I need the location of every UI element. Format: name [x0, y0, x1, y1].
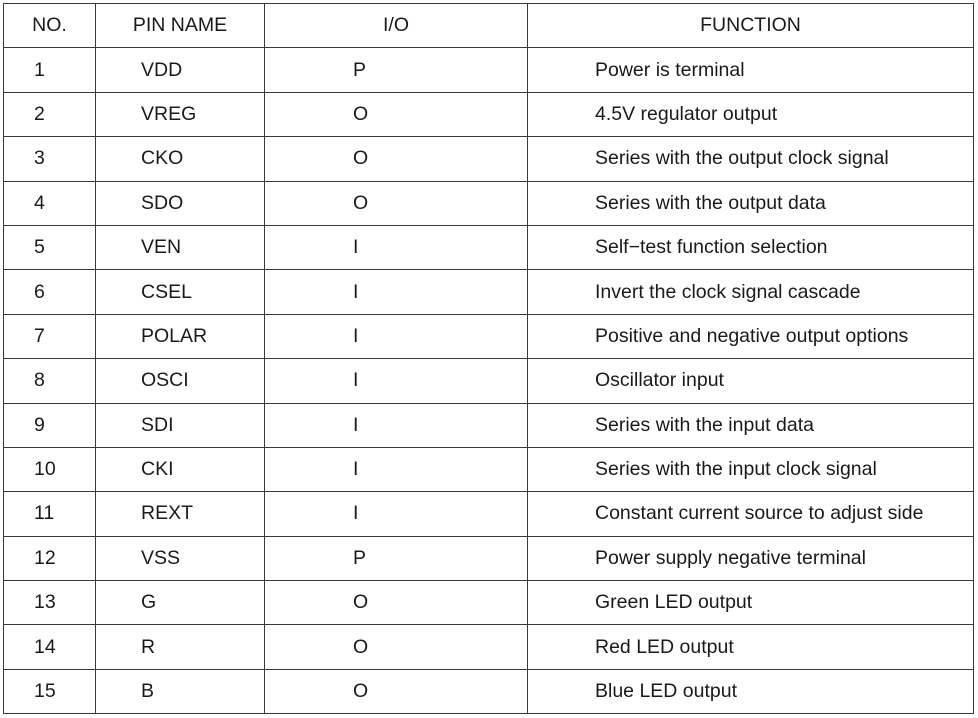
cell-io: O: [265, 625, 528, 669]
table-row: [4, 447, 974, 491]
cell-no: 12: [4, 536, 96, 580]
table-row: [4, 225, 974, 269]
pin-function-table: [3, 3, 974, 714]
cell-pin-name: VEN: [96, 225, 265, 269]
table-row: [4, 48, 974, 92]
cell-io: I: [265, 314, 528, 358]
cell-no: 2: [4, 92, 96, 136]
cell-pin-name: CKI: [96, 447, 265, 491]
cell-io: O: [265, 669, 528, 713]
cell-io: O: [265, 137, 528, 181]
cell-function: Green LED output: [528, 581, 974, 625]
cell-no: 6: [4, 270, 96, 314]
cell-function: Series with the input data: [528, 403, 974, 447]
cell-no: 9: [4, 403, 96, 447]
table-header-row: [4, 4, 974, 48]
table-row: [4, 536, 974, 580]
header-function: FUNCTION: [528, 4, 974, 48]
cell-no: 10: [4, 447, 96, 491]
cell-function: Positive and negative output options: [528, 314, 974, 358]
cell-function: Invert the clock signal cascade: [528, 270, 974, 314]
cell-io: P: [265, 536, 528, 580]
cell-pin-name: B: [96, 669, 265, 713]
cell-pin-name: POLAR: [96, 314, 265, 358]
table-row: [4, 314, 974, 358]
cell-function: Oscillator input: [528, 359, 974, 403]
table-row: [4, 92, 974, 136]
cell-pin-name: SDO: [96, 181, 265, 225]
table-row: [4, 137, 974, 181]
cell-io: O: [265, 92, 528, 136]
table-row: [4, 270, 974, 314]
cell-function: Red LED output: [528, 625, 974, 669]
cell-io: P: [265, 48, 528, 92]
cell-function: Series with the input clock signal: [528, 447, 974, 491]
cell-pin-name: CSEL: [96, 270, 265, 314]
cell-io: I: [265, 447, 528, 491]
cell-pin-name: VDD: [96, 48, 265, 92]
cell-no: 14: [4, 625, 96, 669]
cell-function: Power is terminal: [528, 48, 974, 92]
table-row: [4, 403, 974, 447]
table-row: [4, 581, 974, 625]
cell-io: I: [265, 359, 528, 403]
cell-no: 8: [4, 359, 96, 403]
cell-pin-name: VREG: [96, 92, 265, 136]
cell-no: 13: [4, 581, 96, 625]
cell-no: 5: [4, 225, 96, 269]
header-no: NO.: [4, 4, 96, 48]
table-row: [4, 669, 974, 713]
cell-io: O: [265, 181, 528, 225]
cell-function: Series with the output clock signal: [528, 137, 974, 181]
cell-pin-name: REXT: [96, 492, 265, 536]
cell-pin-name: OSCI: [96, 359, 265, 403]
pin-function-table-container: [3, 3, 973, 714]
cell-io: I: [265, 225, 528, 269]
cell-function: Power supply negative terminal: [528, 536, 974, 580]
cell-no: 1: [4, 48, 96, 92]
table-row: [4, 625, 974, 669]
cell-no: 15: [4, 669, 96, 713]
cell-io: O: [265, 581, 528, 625]
cell-pin-name: G: [96, 581, 265, 625]
cell-no: 3: [4, 137, 96, 181]
cell-io: I: [265, 270, 528, 314]
table-row: [4, 181, 974, 225]
header-io: I/O: [265, 4, 528, 48]
table-row: [4, 492, 974, 536]
cell-pin-name: VSS: [96, 536, 265, 580]
cell-io: I: [265, 492, 528, 536]
cell-no: 4: [4, 181, 96, 225]
cell-no: 11: [4, 492, 96, 536]
cell-function: Series with the output data: [528, 181, 974, 225]
cell-pin-name: SDI: [96, 403, 265, 447]
cell-function: Blue LED output: [528, 669, 974, 713]
table-body: [4, 48, 974, 714]
cell-function: Constant current source to adjust side: [528, 492, 974, 536]
cell-function: Self−test function selection: [528, 225, 974, 269]
table-row: [4, 359, 974, 403]
cell-io: I: [265, 403, 528, 447]
cell-pin-name: R: [96, 625, 265, 669]
cell-pin-name: CKO: [96, 137, 265, 181]
cell-function: 4.5V regulator output: [528, 92, 974, 136]
cell-no: 7: [4, 314, 96, 358]
header-pin-name: PIN NAME: [96, 4, 265, 48]
